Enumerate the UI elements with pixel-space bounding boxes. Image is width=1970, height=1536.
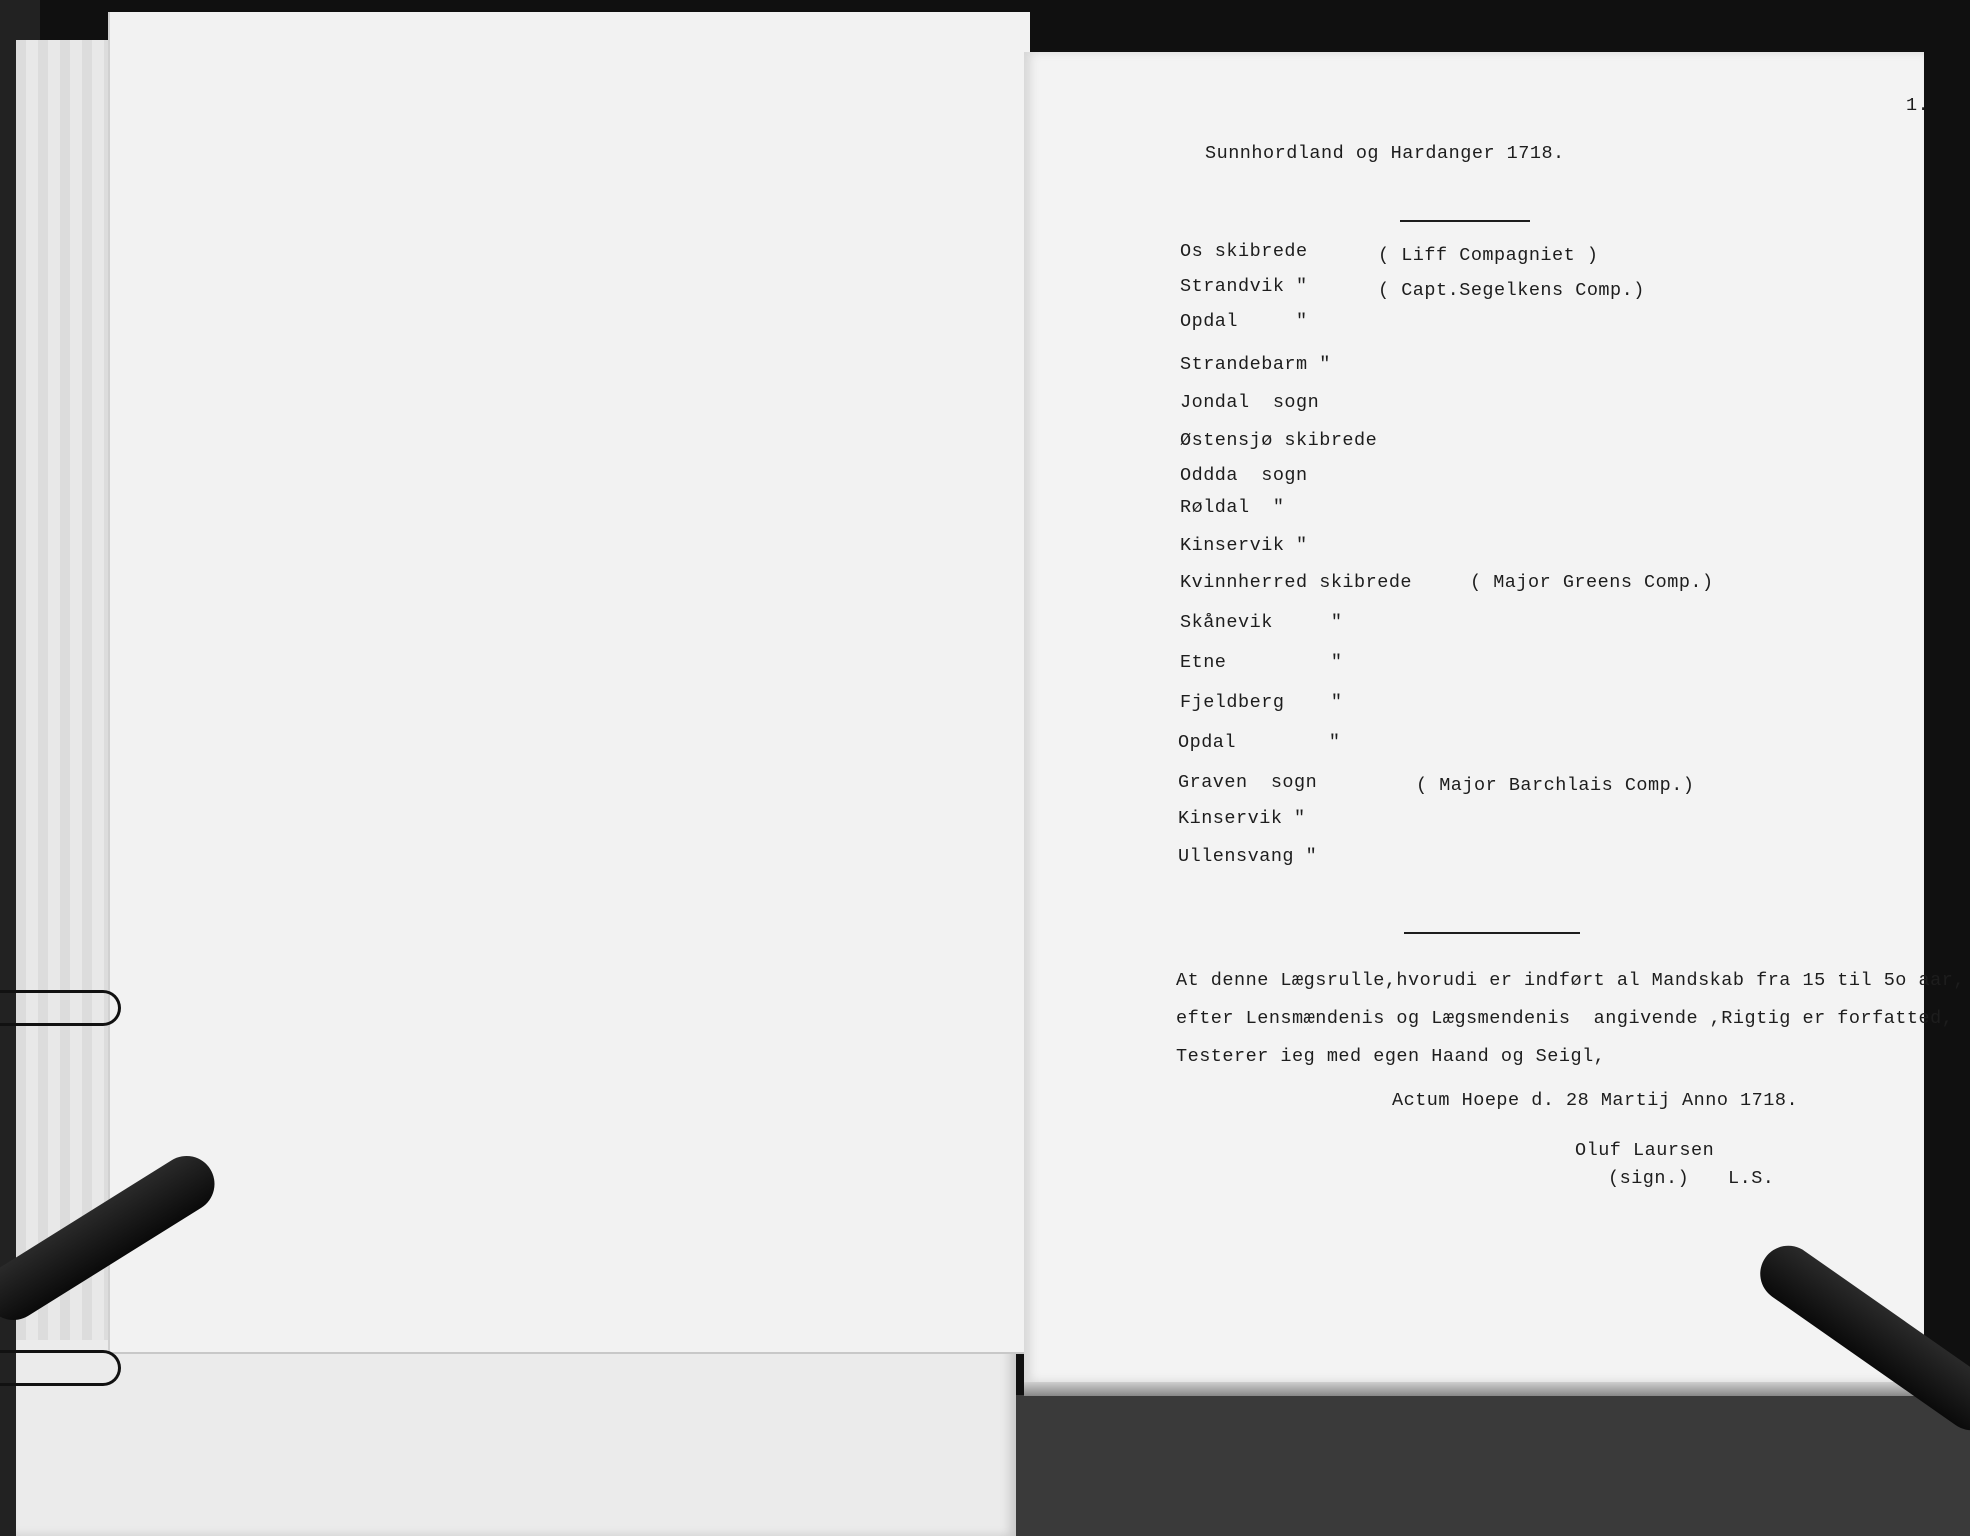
entry-note: ( Capt.Segelkens Comp.) bbox=[1378, 280, 1645, 301]
entry-place: Opdal " bbox=[1180, 311, 1308, 332]
paper-clip-upper bbox=[0, 990, 121, 1026]
entry-note: ( Major Barchlais Comp.) bbox=[1416, 775, 1695, 796]
signer-name: Oluf Laursen bbox=[1575, 1140, 1715, 1161]
entry-place: Etne " bbox=[1180, 652, 1343, 673]
entry-place: Fjeldberg " bbox=[1180, 692, 1343, 713]
attestation-line: efter Lensmændenis og Lægsmendenis angivende ,Rigtig er forfatted, bbox=[1176, 1008, 1954, 1029]
entry-place: Oddda sogn bbox=[1180, 465, 1308, 486]
attestation-date: Actum Hoepe d. 28 Martij Anno 1718. bbox=[1392, 1090, 1799, 1111]
right-page-edge bbox=[1024, 1382, 1924, 1396]
entry-place: Kinservik " bbox=[1180, 535, 1308, 556]
entry-place: Røldal " bbox=[1180, 497, 1285, 518]
entry-place: Ullensvang " bbox=[1178, 846, 1318, 867]
attestation-line: Testerer ieg med egen Haand og Seigl, bbox=[1176, 1046, 1606, 1067]
entry-note: ( Liff Compagniet ) bbox=[1378, 245, 1599, 266]
entry-place: Østensjø skibrede bbox=[1180, 430, 1378, 451]
section-rule bbox=[1404, 932, 1580, 934]
entry-place: Opdal " bbox=[1178, 732, 1341, 753]
entry-place: Jondal sogn bbox=[1180, 392, 1320, 413]
entry-place: Kvinnherred skibrede bbox=[1180, 572, 1413, 593]
page-number: 1. bbox=[1906, 95, 1930, 116]
blank-left-sheet bbox=[108, 12, 1030, 1352]
attestation-line: At denne Lægsrulle,hvorudi er indført al Mandskab fra 15 til 5o aar, bbox=[1176, 970, 1965, 991]
title-rule bbox=[1400, 220, 1530, 222]
entry-place: Strandvik " bbox=[1180, 276, 1308, 297]
paper-clip-lower bbox=[0, 1350, 121, 1386]
entry-place: Kinservik " bbox=[1178, 808, 1306, 829]
entry-place: Strandebarm " bbox=[1180, 354, 1331, 375]
entry-place: Os skibrede bbox=[1180, 241, 1308, 262]
entry-place: Graven sogn bbox=[1178, 772, 1318, 793]
entry-note: ( Major Greens Comp.) bbox=[1470, 572, 1714, 593]
signature-note: (sign.) bbox=[1608, 1168, 1690, 1189]
seal-mark: L.S. bbox=[1728, 1168, 1775, 1189]
page-title: Sunnhordland og Hardanger 1718. bbox=[1205, 143, 1565, 164]
entry-place: Skånevik " bbox=[1180, 612, 1343, 633]
